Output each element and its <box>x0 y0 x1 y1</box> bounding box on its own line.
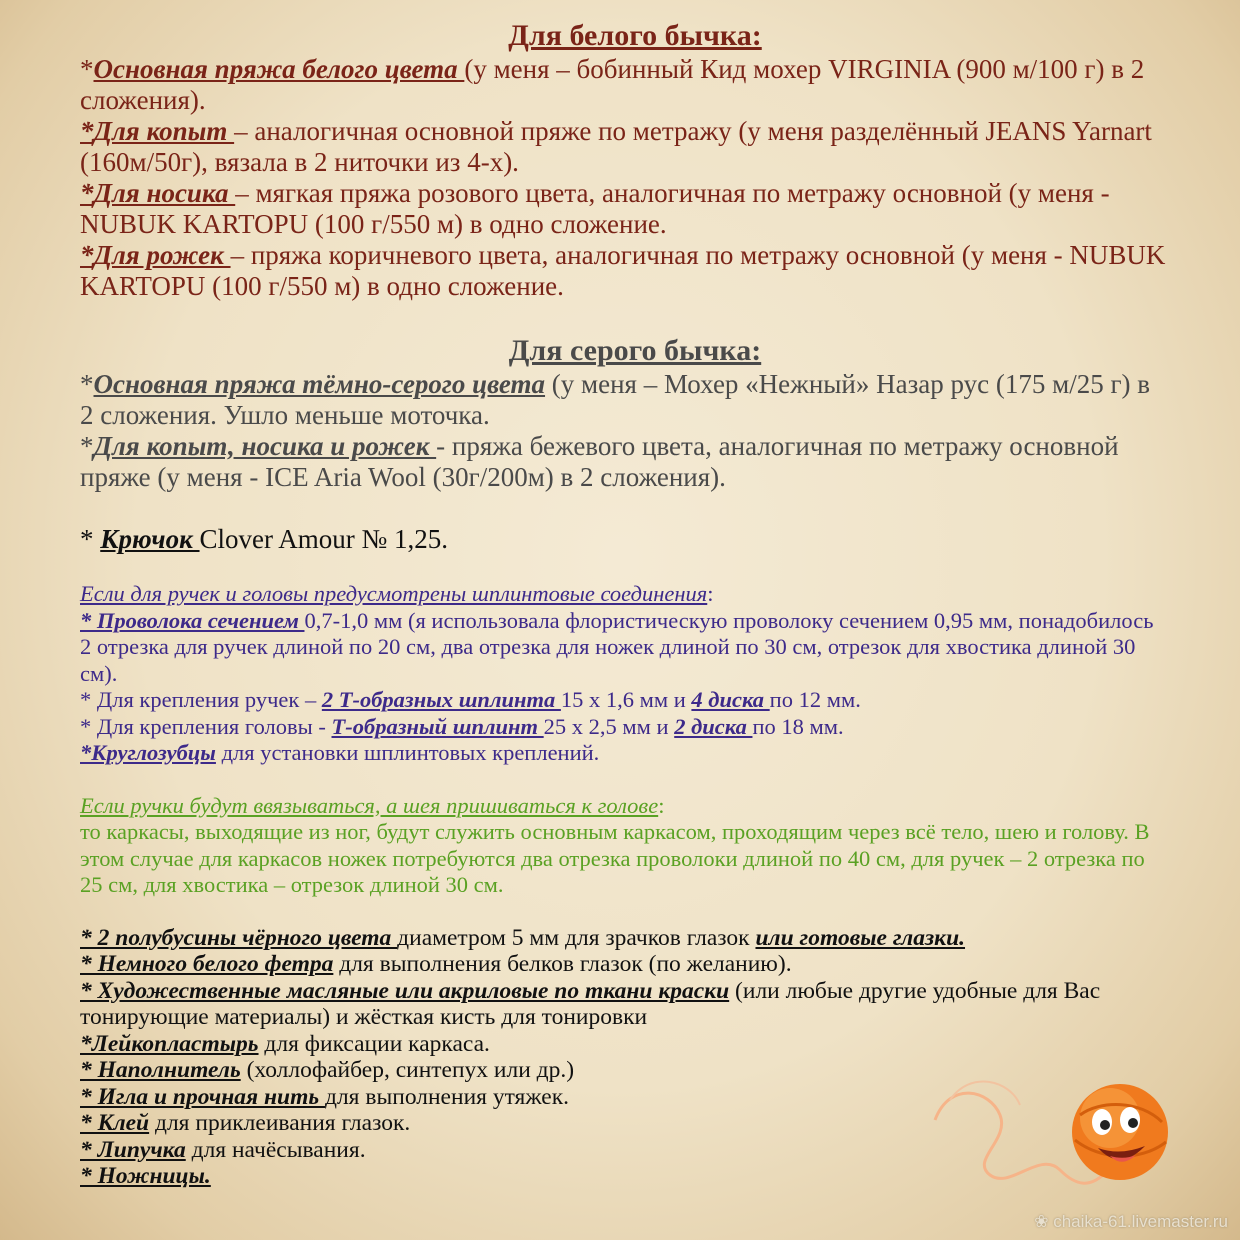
list-item: *Для рожек – пряжа коричневого цвета, аналогичная по метражу основной (у меня - NUBUK KARTOPU (100 г/550 м) в одно сложение. <box>80 240 1166 301</box>
list-item: * Для крепления ручек – 2 Т-образных шплинта 15 х 1,6 мм и 4 диска по 12 мм. <box>80 687 861 712</box>
list-item: * Клей для приклеивания глазок. <box>80 1110 411 1136</box>
list-item: *Основная пряжа тёмно-серого цвета (у меня – Мохер «Нежный» Назар рус (175 м/25 г) в 2 сложения. Ушло меньше моточка. <box>80 369 1151 430</box>
item-keyword: Для копыт, носика и рожек <box>93 431 437 461</box>
item-keyword: * Проволока сечением <box>80 607 305 633</box>
list-item: *Для носика – мягкая пряжа розового цвета, аналогичная по метражу основной (у меня - NUBUK KARTOPU (100 г/550 м) в одно сложение. <box>80 178 1110 239</box>
white-bull-heading: Для белого бычка: <box>508 19 762 52</box>
list-item: * 2 полубусины чёрного цвета диаметром 5 мм для зрачков глазок или готовые глазки. <box>80 924 966 951</box>
list-item: * Ножницы. <box>80 1163 211 1189</box>
list-item: *Круглозубцы для установки шплинтовых креплений. <box>80 740 600 765</box>
item-keyword: Основная пряжа белого цвета <box>93 54 465 84</box>
item-keyword: Для копыт <box>93 116 235 146</box>
item-keyword: Для носика <box>93 178 236 208</box>
list-item: * Художественные масляные или акриловые по ткани краски (или любые другие удобные для Вас тонирующие материалы) и жёсткая кисть для тонировки <box>80 977 1101 1030</box>
gray-bull-heading: Для серого бычка: <box>508 334 762 367</box>
list-item: * Наполнитель (холлофайбер, синтепух или др.) <box>80 1057 575 1083</box>
hook-item: * Крючок Clover Amour № 1,25. <box>80 524 449 554</box>
section-text: то каркасы, выходящие из ног, будут служить основным каркасом, проходящим через всё тело, шею и голову. В этом случае для каркасов ножек потребуются два отрезка проволоки длиной по 40 см, для ручек – 2 отрезка по 25 см, для хвостика – отрезок длиной 30 см. <box>80 819 1150 897</box>
list-item: * Липучка для начёсывания. <box>80 1136 366 1163</box>
materials-list <box>80 18 1170 1190</box>
list-item: * Игла и прочная нить для выполнения утяжек. <box>80 1083 569 1110</box>
gray-bull-list <box>80 369 1170 493</box>
white-bull-list <box>80 54 1170 302</box>
item-keyword: Для рожек <box>93 240 231 270</box>
list-item: *Для копыт – аналогичная основной пряже по метражу (у меня разделённый JEANS Yarnart (160м/50г), вязала в 2 ниточки из 4-х). <box>80 116 1152 177</box>
list-item: * Немного белого фетра для выполнения белков глазок (по желанию). <box>80 951 792 977</box>
sewn-section <box>80 793 1170 899</box>
section-intro: Если для ручек и головы предусмотрены шплинтовые соединения: <box>80 581 714 606</box>
list-item: * Проволока сечением 0,7-1,0 мм (я использовала флористическую проволоку сечением 0,95 мм, понадобилось 2 отрезка для ручек длиной по 20 см, два отрезка для ножек длиной по 30 см, отрезок для хвостика длиной 30 см). <box>80 607 1154 686</box>
item-keyword: Основная пряжа тёмно-серого цвета <box>93 369 546 399</box>
list-item: *Основная пряжа белого цвета (у меня – бобинный Кид мохер VIRGINIA (900 м/100 г) в 2 сложения). <box>80 54 1145 115</box>
pin-joints-section <box>80 581 1170 767</box>
section-intro: Если ручки будут ввязываться, а шея пришиваться к голове: <box>80 792 665 818</box>
list-item: *Для копыт, носика и рожек - пряжа бежевого цвета, аналогичная по метражу основной пряже (у меня - ICE Aria Wool (30г/200м) в 2 сложения). <box>80 431 1119 492</box>
item-keyword: Крючок <box>100 524 200 554</box>
yarn-ball-mascot-icon <box>930 1060 1170 1210</box>
watermark: ❀ chaika-61.livemaster.ru <box>1034 1212 1228 1231</box>
list-item: * Для крепления головы - Т-образный шплинт 25 х 2,5 мм и 2 диска по 18 мм. <box>80 713 844 739</box>
list-item: *Лейкопластырь для фиксации каркаса. <box>80 1030 490 1057</box>
